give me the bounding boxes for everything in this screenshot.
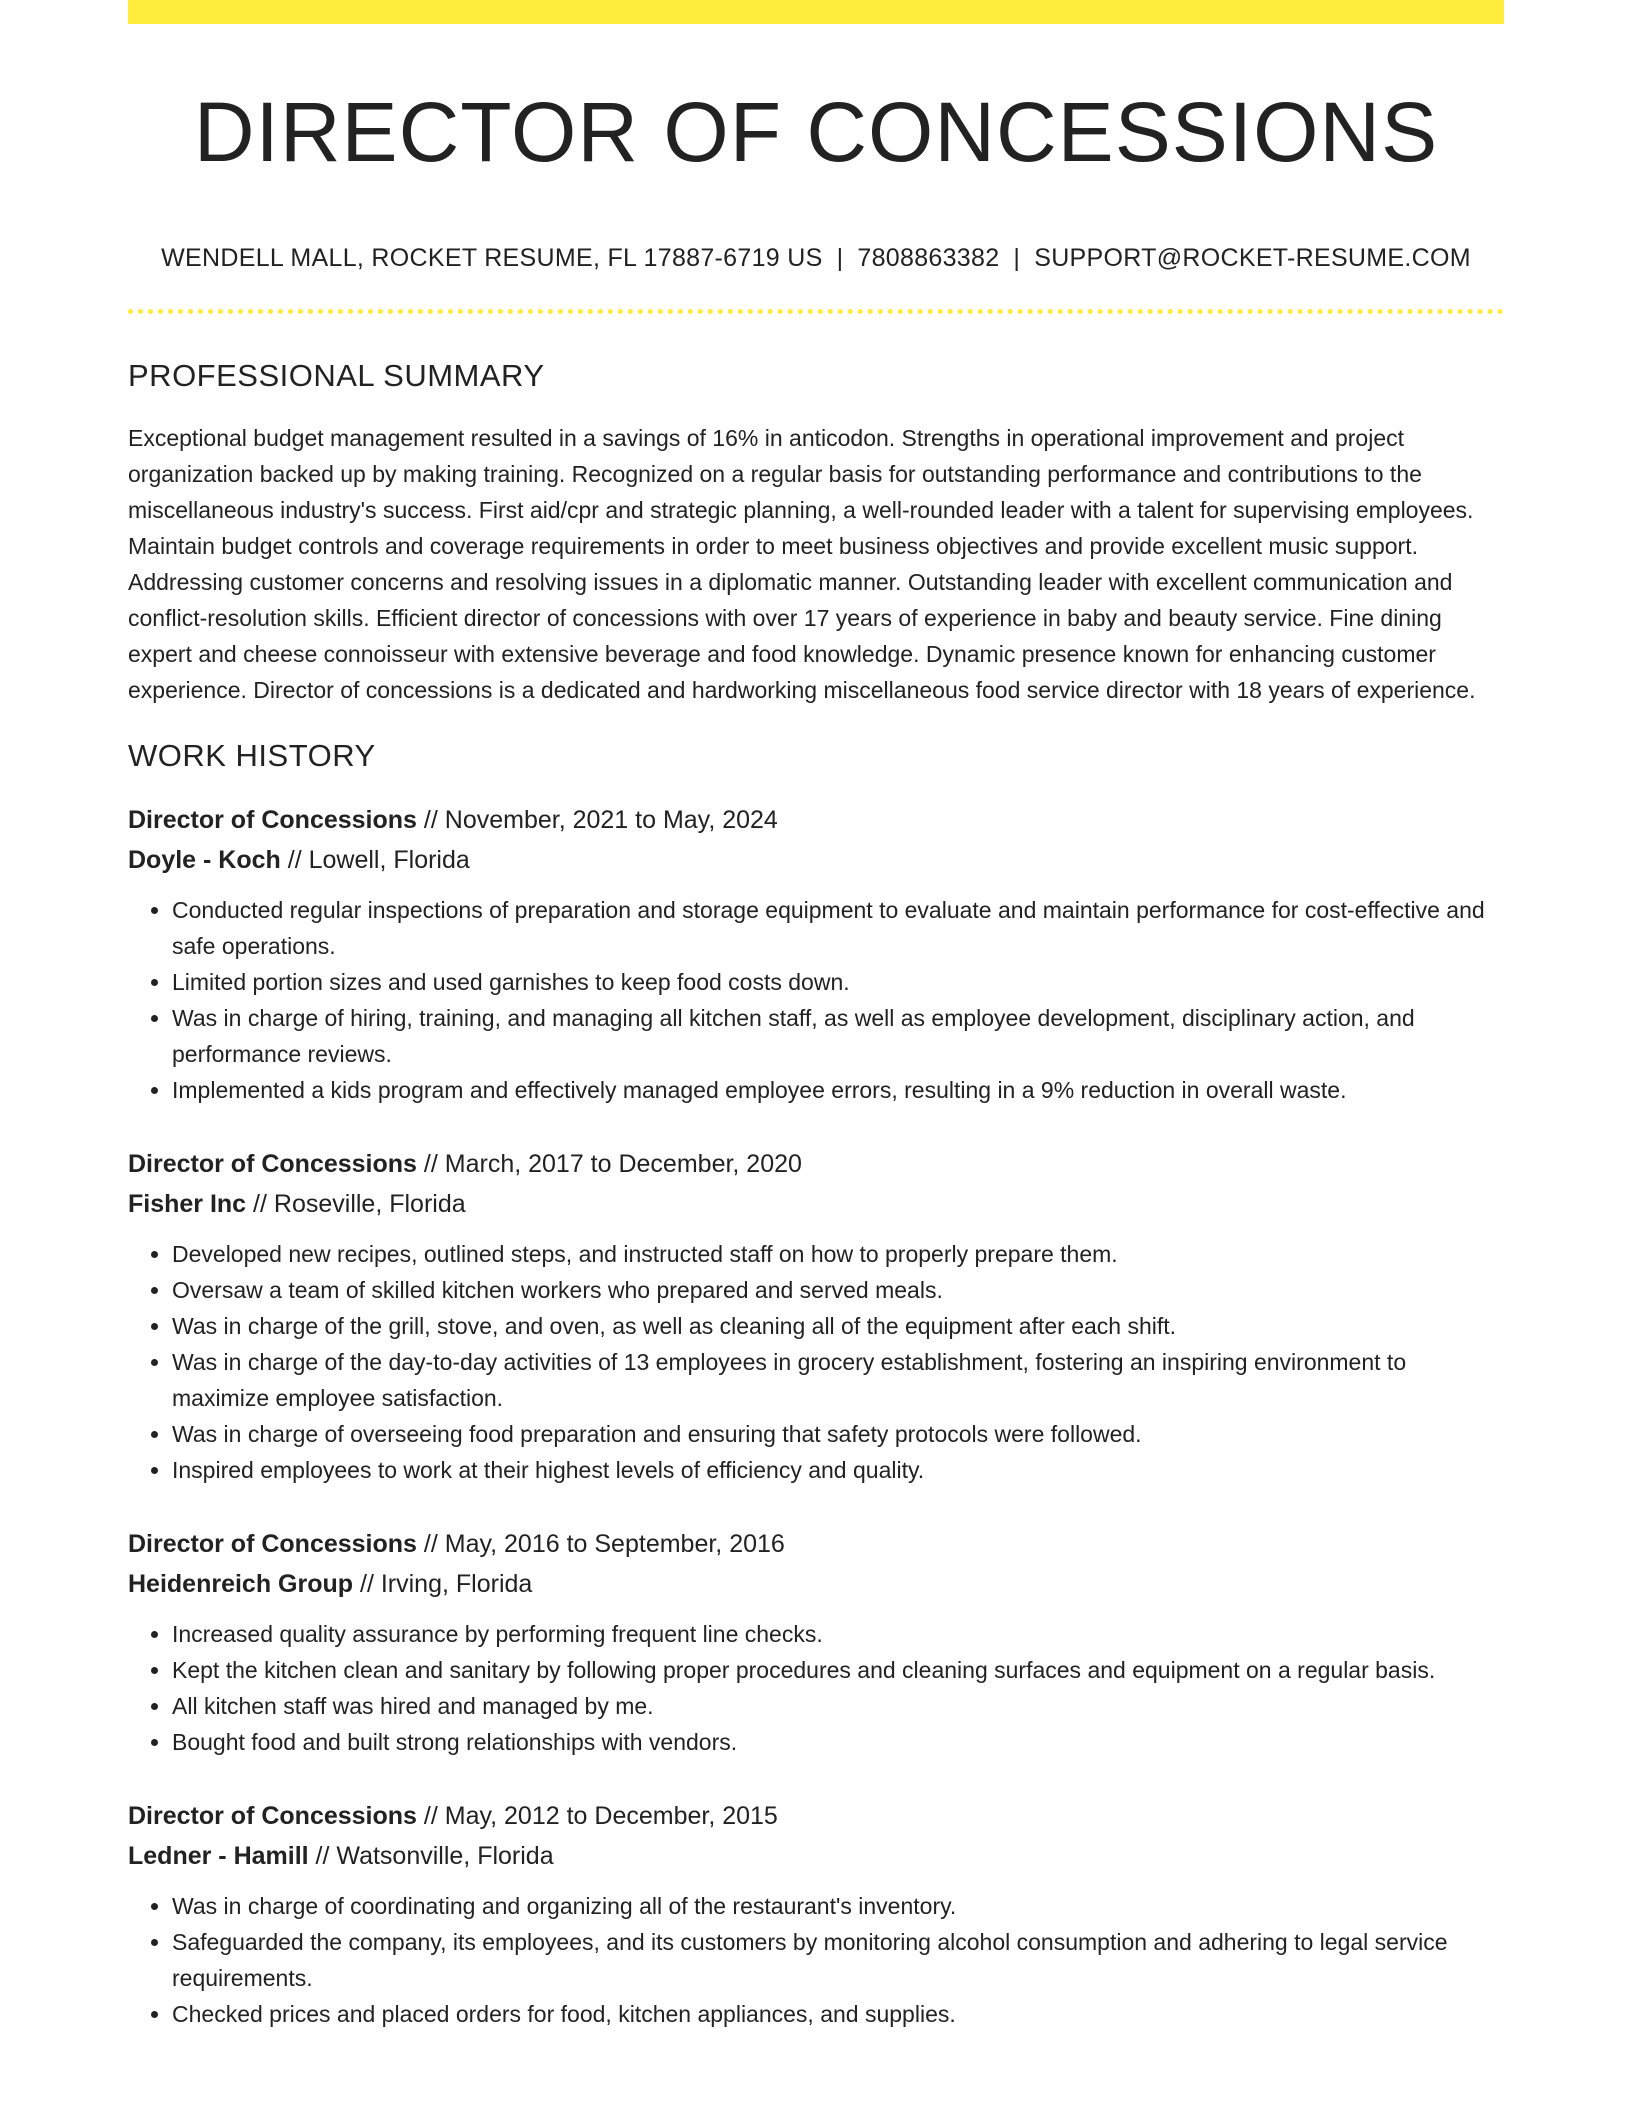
job-title: Director of Concessions <box>128 1150 417 1179</box>
job-bullet-list <box>128 1236 1504 1488</box>
job-bullet: • Bought food and built strong relationships with vendors. <box>172 1724 1504 1760</box>
job-title-line <box>128 1796 1504 1836</box>
job-location: Watsonville, Florida <box>336 1842 554 1871</box>
job-company-line <box>128 1564 1504 1604</box>
job-bullet-list <box>128 1888 1504 2032</box>
work-history-heading: WORK HISTORY <box>128 738 376 774</box>
job-dates: November, 2021 to May, 2024 <box>444 806 778 835</box>
summary-text: Exceptional budget management resulted in a savings of 16% in anticodon. Strengths in operational improvement and project organization backed up by making training. Recognized on a regular basis for outstanding performance and contributions to the miscellaneous industry's success. First aid/cpr and strategic planning, a well-rounded leader with a talent for supervising employees. Maintain budget controls and coverage requirements in order to meet business objectives and provide excellent music support. Addressing customer concerns and resolving issues in a diplomatic manner. Outstanding leader with excellent communication and conflict-resolution skills. Efficient director of concessions with over 17 years of experience in baby and beauty service. Fine dining expert and cheese connoisseur with extensive beverage and food knowledge. Dynamic presence known for enhancing customer experience. Director of concessions is a dedicated and hardworking miscellaneous food service director with 18 years of experience. <box>128 425 1476 704</box>
job-bullet: • Oversaw a team of skilled kitchen workers who prepared and served meals. <box>172 1272 1504 1308</box>
job-delimiter: // <box>253 1190 267 1219</box>
job-delimiter: // <box>423 806 438 835</box>
job-entry <box>128 1796 1504 2032</box>
job-company: Doyle - Koch <box>128 846 281 875</box>
contact-email: SUPPORT@ROCKET-RESUME.COM <box>1034 244 1471 273</box>
job-location: Lowell, Florida <box>308 846 470 875</box>
resume-page <box>128 0 1504 2032</box>
job-delimiter: // <box>360 1570 374 1599</box>
job-bullet: • All kitchen staff was hired and managed by me. <box>172 1688 1504 1724</box>
job-bullet: • Was in charge of overseeing food preparation and ensuring that safety protocols were followed. <box>172 1416 1504 1452</box>
job-dates: May, 2012 to December, 2015 <box>444 1802 778 1831</box>
job-delimiter: // <box>287 846 302 875</box>
work-history-list <box>128 800 1504 2032</box>
job-bullet: • Was in charge of coordinating and organizing all of the restaurant's inventory. <box>172 1888 1504 1924</box>
job-company: Ledner - Hamill <box>128 1842 309 1871</box>
job-company: Fisher Inc <box>128 1190 247 1219</box>
job-entry <box>128 1144 1504 1488</box>
contact-line <box>128 244 1504 273</box>
job-dates: May, 2016 to September, 2016 <box>444 1530 785 1559</box>
job-title-line <box>128 1524 1504 1564</box>
job-title-line <box>128 800 1504 840</box>
job-company-line <box>128 840 1504 880</box>
job-company-line <box>128 1836 1504 1876</box>
contact-separator: | <box>836 244 844 273</box>
job-entry <box>128 800 1504 1108</box>
job-bullet: • Safeguarded the company, its employees, and its customers by monitoring alcohol consumption and adhering to legal service requirements. <box>172 1924 1504 1996</box>
dotted-divider <box>128 309 1504 314</box>
job-bullet: • Was in charge of hiring, training, and managing all kitchen staff, as well as employee development, disciplinary action, and performance reviews. <box>172 1000 1504 1072</box>
contact-phone: 7808863382 <box>857 244 1000 273</box>
job-bullet-list <box>128 1616 1504 1760</box>
resume-title: DIRECTOR OF CONCESSIONS <box>193 85 1439 179</box>
summary-heading: PROFESSIONAL SUMMARY <box>128 358 545 394</box>
job-bullet: • Conducted regular inspections of preparation and storage equipment to evaluate and maintain performance for cost-effective and safe operations. <box>172 892 1504 964</box>
job-delimiter: // <box>423 1802 438 1831</box>
job-title: Director of Concessions <box>128 1530 417 1559</box>
job-bullet: • Kept the kitchen clean and sanitary by following proper procedures and cleaning surfaces and equipment on a regular basis. <box>172 1652 1504 1688</box>
job-title: Director of Concessions <box>128 806 417 835</box>
job-company-line <box>128 1184 1504 1224</box>
job-entry <box>128 1524 1504 1760</box>
job-dates: March, 2017 to December, 2020 <box>444 1150 802 1179</box>
job-title-line <box>128 1144 1504 1184</box>
job-delimiter: // <box>423 1530 438 1559</box>
job-location: Irving, Florida <box>380 1570 533 1599</box>
job-bullet: • Implemented a kids program and effectively managed employee errors, resulting in a 9% reduction in overall waste. <box>172 1072 1504 1108</box>
contact-address: WENDELL MALL, ROCKET RESUME, FL 17887-6719 US <box>161 244 823 273</box>
job-bullet: • Limited portion sizes and used garnishes to keep food costs down. <box>172 964 1504 1000</box>
job-bullet: • Increased quality assurance by performing frequent line checks. <box>172 1616 1504 1652</box>
job-delimiter: // <box>423 1150 438 1179</box>
job-delimiter: // <box>315 1842 330 1871</box>
job-bullet-list <box>128 892 1504 1108</box>
job-company: Heidenreich Group <box>128 1570 354 1599</box>
contact-separator: | <box>1013 244 1021 273</box>
job-bullet: • Was in charge of the day-to-day activities of 13 employees in grocery establishment, fostering an inspiring environment to maximize employee satisfaction. <box>172 1344 1504 1416</box>
job-bullet: • Inspired employees to work at their highest levels of efficiency and quality. <box>172 1452 1504 1488</box>
top-accent-bar <box>128 0 1504 24</box>
job-bullet: • Was in charge of the grill, stove, and oven, as well as cleaning all of the equipment after each shift. <box>172 1308 1504 1344</box>
job-title: Director of Concessions <box>128 1802 417 1831</box>
job-bullet: • Developed new recipes, outlined steps, and instructed staff on how to properly prepare them. <box>172 1236 1504 1272</box>
job-location: Roseville, Florida <box>273 1190 466 1219</box>
job-bullet: • Checked prices and placed orders for food, kitchen appliances, and supplies. <box>172 1996 1504 2032</box>
